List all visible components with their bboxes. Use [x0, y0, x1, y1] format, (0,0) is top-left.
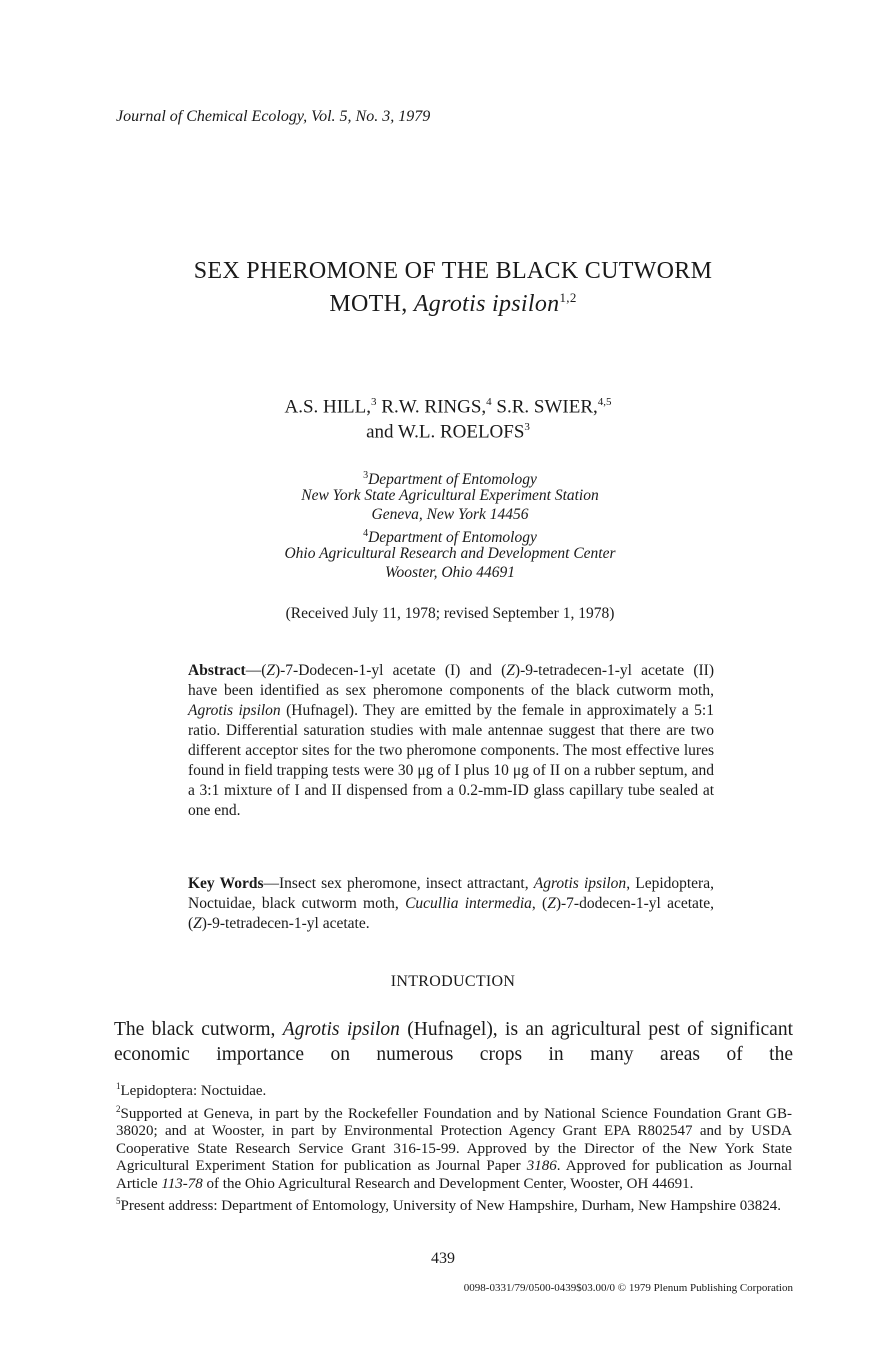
key-words-dash: —: [263, 875, 279, 892]
footnote-2-paper-number: 3186: [526, 1158, 557, 1174]
footnote-1-text: Lepidoptera: Noctuidae.: [120, 1083, 267, 1099]
footnote-2: [116, 1101, 792, 1194]
author-hill: A.S. HILL,: [284, 396, 372, 418]
section-heading-introduction: INTRODUCTION: [390, 973, 516, 990]
key-words-z-2: Z: [193, 915, 202, 932]
footnote-5-marker: 5: [116, 1196, 121, 1206]
key-words-text-4: )-7-dodecen-1-yl acetate, (: [188, 895, 714, 932]
affiliation-2-inst: Ohio Agricultural Research and Development Center: [284, 545, 616, 562]
footnote-2-text-c: of the Ohio Agricultural Research and Development Center, Wooster, OH 44691.: [202, 1175, 694, 1192]
author-rings-ref: 4: [486, 396, 492, 408]
author-roelofs: W.L. ROELOFS: [397, 421, 525, 443]
intro-text-1: The black cutworm,: [114, 1019, 283, 1040]
title-footnote-ref: 1,2: [559, 290, 577, 305]
key-words-text-5: )-9-tetradecen-1-yl acetate.: [201, 915, 370, 932]
journal-citation: Journal of Chemical Ecology, Vol. 5, No. 3, 1979: [116, 108, 431, 125]
key-words: [188, 874, 714, 934]
author-and: and: [366, 421, 398, 443]
author-line-1: [0, 396, 886, 418]
footnote-1: [116, 1078, 792, 1101]
key-words-species-1: Agrotis ipsilon: [533, 875, 627, 892]
abstract: [188, 661, 714, 821]
author-rings: R.W. RINGS,: [381, 396, 487, 418]
received-dates: (Received July 11, 1978; revised September 1, 1978): [285, 605, 615, 622]
footnote-1-marker: 1: [116, 1081, 121, 1091]
footnotes: [116, 1078, 792, 1216]
key-words-text-2: , Lepidoptera, Noctuidae, black cutworm moth,: [188, 875, 714, 912]
abstract-text-2: )-7-Dodecen-1-yl acetate (I) and (: [274, 662, 507, 679]
affiliation-2-city: Wooster, Ohio 44691: [385, 564, 515, 581]
article-title-line-2: [0, 290, 886, 318]
affiliation-1-city: Geneva, New York 14456: [371, 506, 529, 523]
footnote-2-article-number: 113-78: [161, 1175, 203, 1192]
affiliation-2-dept-text: Department of Entomology: [368, 529, 537, 547]
footnote-2-marker: 2: [116, 1103, 121, 1114]
key-words-text-3: , (: [531, 895, 548, 912]
abstract-label: Abstract: [188, 662, 246, 679]
affiliation-1-ref: 3: [363, 470, 369, 481]
abstract-species: Agrotis ipsilon: [188, 702, 281, 719]
abstract-text-1: (: [261, 662, 267, 679]
abstract-dash: —: [245, 662, 262, 679]
abstract-text-4: (Hufnagel). They are emitted by the female in approximately a 5:1 ratio. Differential saturation studies with male antennae suggest that there are two different acceptor sites for the two pheromone components. The most effective lures found in field trapping tests were 30 μg of I plus 10 μg of II on a rubber septum, and a 3:1 mixture of I and II dispensed from a 0.2-mm-ID glass capillary tube sealed at one end.: [188, 702, 714, 819]
title-species: Agrotis ipsilon: [413, 291, 560, 317]
key-words-label: Key Words: [188, 875, 264, 892]
affiliation-2-ref: 4: [363, 528, 369, 539]
author-line-2: [0, 421, 886, 443]
footnote-5: [116, 1193, 792, 1216]
affiliation-1-dept-text: Department of Entomology: [368, 471, 537, 489]
article-title-line-1: SEX PHEROMONE OF THE BLACK CUTWORM: [193, 258, 713, 284]
key-words-species-2: Cucullia intermedia: [405, 895, 532, 912]
abstract-z-2: Z: [506, 662, 515, 679]
intro-text-2: (Hufnagel), is an agricultural pest of significant economic importance on numerous crops in many areas of the: [114, 1019, 793, 1065]
introduction-paragraph: [114, 1017, 793, 1067]
affiliation-1-inst: New York State Agricultural Experiment Station: [301, 487, 599, 504]
abstract-z-1: Z: [266, 662, 275, 679]
copyright-line: 0098-0331/79/0500-0439$03.00/0 © 1979 Plenum Publishing Corporation: [463, 1282, 793, 1294]
page-number: 439: [431, 1250, 455, 1267]
author-swier: S.R. SWIER,: [496, 396, 598, 418]
footnote-2-text-a: Supported at Geneva, in part by the Rockefeller Foundation and by National Science Foundation Grant GB-38020; and at Wooster, in part by Environmental Protection Agency Grant EPA R802547 and by USDA Cooperative State Research Service Grant 316-15-99. Approved by the Director of the New York State Agricultural Experiment Station for publication as Journal Paper: [116, 1105, 792, 1174]
footnote-2-text-b: . Approved for publication as Journal Article: [116, 1158, 792, 1192]
abstract-text-3: )-9-tetradecen-1-yl acetate (II) have been identified as sex pheromone components of the black cutworm moth,: [188, 662, 715, 699]
title-prefix: MOTH,: [329, 291, 414, 317]
author-swier-ref: 4,5: [597, 396, 612, 408]
footnote-5-text: Present address: Department of Entomology, University of New Hampshire, Durham, New Hampshire 03824.: [120, 1198, 782, 1214]
intro-species: Agrotis ipsilon: [282, 1019, 400, 1040]
key-words-text-1: Insect sex pheromone, insect attractant,: [279, 875, 534, 892]
author-hill-ref: 3: [371, 396, 377, 408]
author-roelofs-ref: 3: [524, 421, 530, 433]
key-words-z-1: Z: [547, 895, 556, 912]
